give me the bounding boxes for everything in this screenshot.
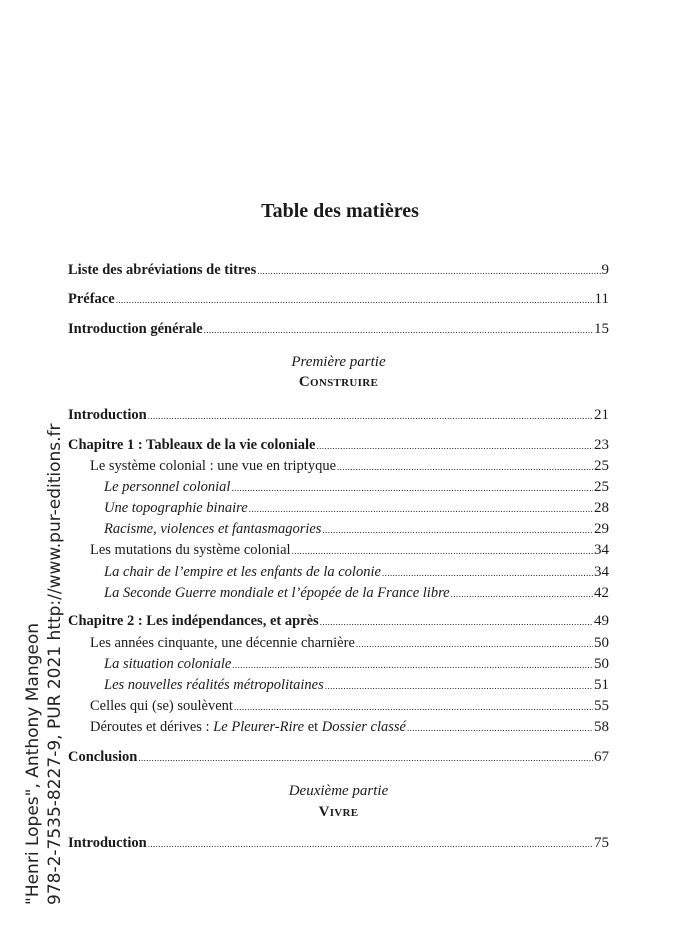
toc-entry-label: Les années cinquante, une décennie charnière: [90, 635, 355, 651]
part-1-label: Première partie: [291, 354, 386, 370]
toc-page-number: 23: [594, 437, 609, 453]
leader-dots: [249, 500, 593, 518]
toc-entry-section[interactable]: [90, 457, 609, 476]
toc-entry-conclusion[interactable]: [68, 748, 609, 767]
label-text: et: [304, 719, 322, 735]
toc-entry-section[interactable]: [90, 697, 609, 716]
part-1-title: Construire: [298, 374, 379, 390]
page-title: Table des matières: [261, 200, 419, 222]
toc-entry-label: La situation coloniale: [104, 656, 232, 672]
leader-dots: [234, 698, 593, 716]
toc-page-number: 55: [594, 698, 609, 714]
toc-entry-subsection[interactable]: [104, 499, 609, 518]
toc-entry-subsection[interactable]: [104, 584, 609, 603]
toc-page-number: 34: [594, 564, 609, 580]
watermark-line-1: "Henri Lopes", Anthony Mangeon: [23, 622, 43, 905]
part-2-label: Deuxième partie: [288, 783, 389, 799]
leader-dots: [325, 677, 593, 695]
toc-entry-abbreviations[interactable]: [68, 261, 609, 280]
toc-page-number: 25: [594, 479, 609, 495]
toc-entry-label: Racisme, violences et fantasmagories: [104, 521, 322, 537]
toc-entry-subsection[interactable]: [104, 478, 609, 497]
toc-page-number: 11: [594, 291, 609, 307]
toc-entry-label: Le personnel colonial: [104, 479, 231, 495]
watermark-line-2: 978-2-7535-8227-9, PUR 2021 http://www.pur-editions.fr: [45, 423, 65, 905]
toc-entry-label: Les mutations du système colonial: [90, 542, 291, 558]
toc-page-number: 50: [594, 656, 609, 672]
toc-page-number: 75: [594, 835, 609, 851]
toc-page-number: 21: [594, 407, 609, 423]
toc-entry-chapter-2[interactable]: [68, 612, 609, 631]
toc-entry-subsection[interactable]: [104, 676, 609, 695]
leader-dots: [451, 585, 593, 603]
toc-entry-label: Préface: [68, 291, 115, 307]
toc-page-number: 9: [601, 262, 609, 278]
toc-page-number: 28: [594, 500, 609, 516]
leader-dots: [407, 719, 593, 737]
toc-entry-section[interactable]: [90, 718, 609, 737]
toc-entry-label: Une topographie binaire: [104, 500, 248, 516]
toc-entry-label: Les nouvelles réalités métropolitaines: [104, 677, 324, 693]
toc-entry-label: Celles qui (se) soulèvent: [90, 698, 233, 714]
toc-entry-label: La Seconde Guerre mondiale et l’épopée de la France libre: [104, 585, 450, 601]
toc-entry-label: [90, 718, 406, 736]
label-title-italic: Le Pleurer-Rire: [213, 719, 305, 735]
toc-page-number: 15: [594, 321, 609, 337]
leader-dots: [231, 479, 593, 497]
toc-page-number: 49: [594, 613, 609, 629]
leader-dots: [148, 835, 593, 853]
toc-page-number: 51: [594, 677, 609, 693]
toc-entry-subsection[interactable]: [104, 655, 609, 674]
leader-dots: [292, 542, 593, 560]
toc-page-number: 42: [594, 585, 609, 601]
toc-page-number: 67: [594, 749, 609, 765]
leader-dots: [257, 262, 600, 280]
toc-entry-label: Conclusion: [68, 749, 138, 765]
toc-entry-subsection[interactable]: [104, 563, 609, 582]
toc-entry-introduction-generale[interactable]: [68, 320, 609, 339]
toc-page-number: 58: [594, 719, 609, 735]
leader-dots: [116, 291, 594, 309]
toc-entry-chapter-1[interactable]: [68, 436, 609, 455]
part-2-title: Vivre: [318, 804, 359, 820]
toc-entry-section[interactable]: [90, 541, 609, 560]
toc-entry-section[interactable]: [90, 634, 609, 653]
toc-page-number: 29: [594, 521, 609, 537]
toc-entry-label: Le système colonial : une vue en triptyque: [90, 458, 337, 474]
toc-entry-preface[interactable]: [68, 290, 609, 309]
toc-page-number: 34: [594, 542, 609, 558]
toc-entry-label: Chapitre 2 : Les indépendances, et après: [68, 613, 319, 629]
toc-entry-label: Introduction: [68, 835, 147, 851]
toc-page-number: 50: [594, 635, 609, 651]
toc-page-number: 25: [594, 458, 609, 474]
toc-entry-label: Chapitre 1 : Tableaux de la vie coloniale: [68, 437, 316, 453]
leader-dots: [204, 321, 593, 339]
toc-entry-p1-introduction[interactable]: [68, 406, 609, 425]
leader-dots: [232, 656, 593, 674]
leader-dots: [337, 458, 593, 476]
label-text: Déroutes et dérives :: [90, 719, 214, 735]
toc-entry-label: La chair de l’empire et les enfants de la colonie: [104, 564, 381, 580]
toc-entry-label: Liste des abréviations de titres: [68, 262, 257, 278]
leader-dots: [316, 437, 593, 455]
label-title-italic: Dossier classé: [321, 719, 406, 735]
toc-entry-subsection[interactable]: [104, 520, 609, 539]
toc-entry-label: Introduction: [68, 407, 147, 423]
leader-dots: [382, 564, 593, 582]
toc-entry-p2-introduction[interactable]: [68, 834, 609, 853]
leader-dots: [356, 635, 593, 653]
toc-entry-label: Introduction générale: [68, 321, 203, 337]
leader-dots: [138, 749, 593, 767]
side-watermark: [22, 423, 66, 905]
leader-dots: [148, 407, 593, 425]
leader-dots: [322, 521, 593, 539]
leader-dots: [320, 613, 593, 631]
